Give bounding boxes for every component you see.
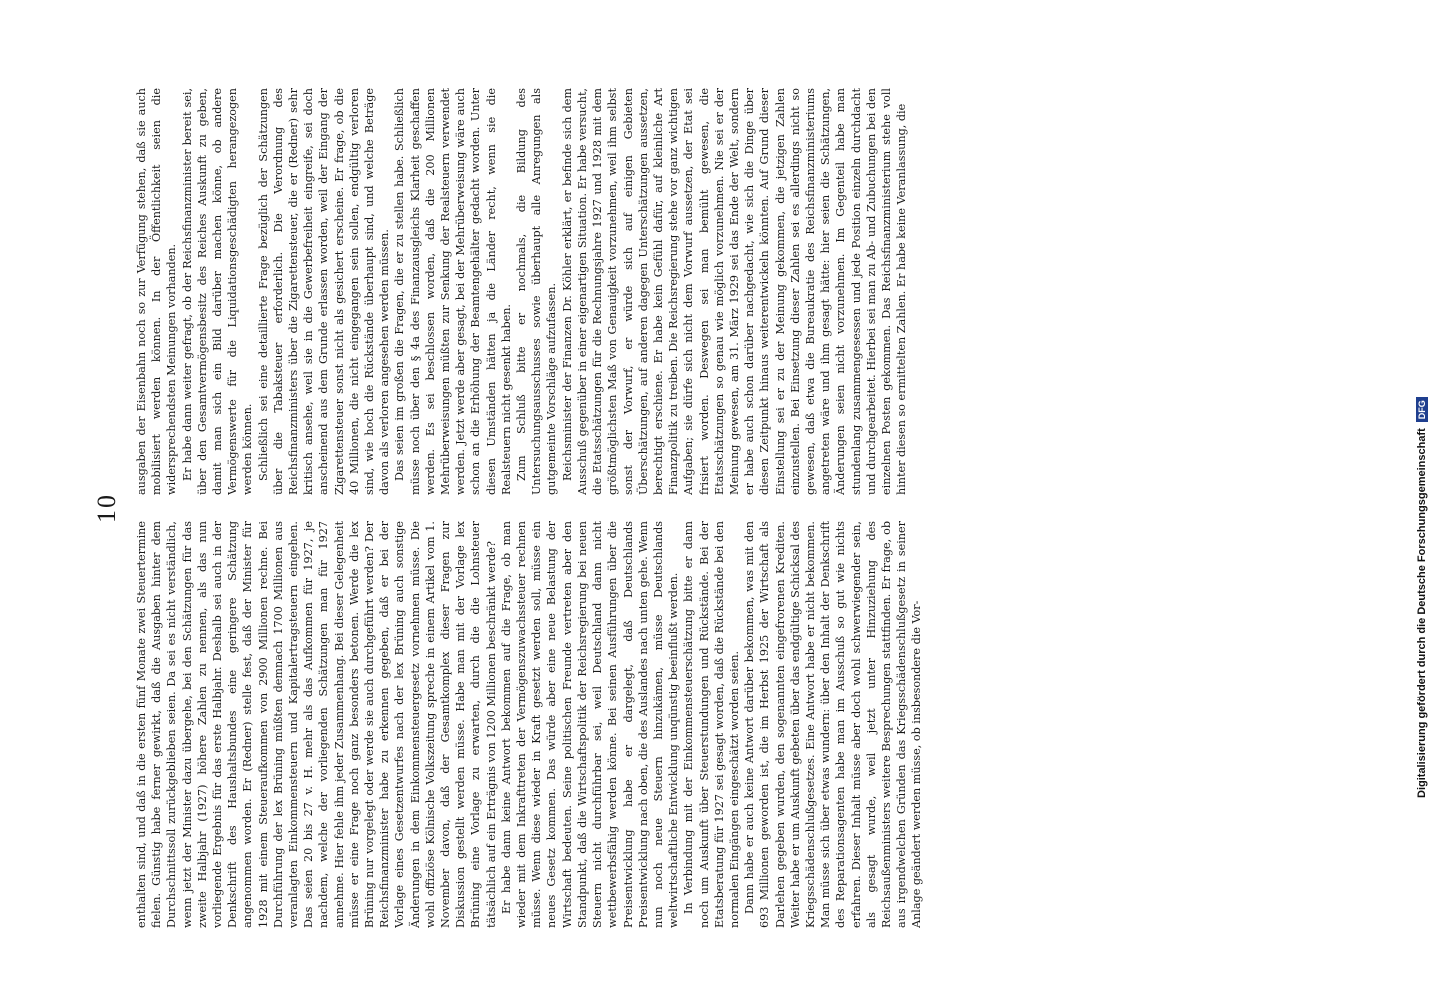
paragraph: Er habe dann weiter gefragt, ob der Reichsfinanzminister bereit sei, über den Gesamtvermögensbesitz des Reiches Auskunft zu geben, damit man sich ein Bild darüber machen könne, ob andere Vermögenswerte für die Liquidationsgeschädigten herangezogen werden können. bbox=[180, 88, 255, 495]
text-column-left bbox=[134, 521, 1272, 928]
paragraph: Das seien im großen die Fragen, die er zu stellen habe. Schließlich müsse noch über den § 4a des Finanzausgleichs Klarheit geschaffen werden. Es sei beschlossen worden, daß die 200 Millionen Mehrüberweisungen müßten zur Senkung der Realsteuern verwendet werden. Jetzt werde aber gesagt, bei der Mehrüberweisung wäre auch schon an die Erhöhung der Beamtengehälter gedacht worden. Unter diesen Umständen hätten ja die Länder recht, wenn sie die Realsteuern nicht gesenkt haben. bbox=[393, 88, 513, 495]
paragraph: enthalten sind, und daß in die ersten fünf Monate zwei Steuertermine fielen. Günstig habe ferner gewirkt, daß die Ausgaben hinter dem Durchschnittssoll zurückgeblieben seien. Da sei es nicht verständlich, wenn jetzt der Minister dazu übergehe, bei den Schätzungen für das zweite Halbjahr (1927) höhere Zahlen zu nennen, als das nun vorliegende Ergebnis für das erste Halbjahr. Deshalb sei auch in der Denkschrift des Haushaltsbundes eine geringere Schätzung angenommen worden. Er (Redner) stelle fest, daß der Minister für 1928 mit einem Steueraufkommen von 2900 Millionen rechne. Bei Durchführung der lex Brüning müßten demnach 1700 Millionen aus veranlagten Einkommensteuern und Kapitalertragsteuern eingehen. Das seien 20 bis 27 v. H. mehr als das Aufkommen für 1927, je nachdem, welche der vorliegenden Schätzungen man für 1927 annehme. Hier fehle ihm jeder Zusammenhang. Bei dieser Gelegenheit müsse er eine Frage noch ganz besonders betonen. Werde die lex Brüning nur vorgelegt oder werde sie auch durchgeführt werden? Der Reichsfinanzminister habe zu erkennen gegeben, daß er bei der Vorlage eines Gesetzentwurfes nach der lex Brüning auch sonstige Änderungen in dem Einkommensteuergesetz vornehmen müsse. Die wohl offiziöse Kölnische Volkszeitung spreche in einem Artikel vom 1. November davon, daß der Gesamtkomplex dieser Fragen zur Diskussion gestellt werden müsse. Habe man mit der Vorlage lex Brüning eine Vorlage zu erwarten, durch die die Lohnsteuer tätsächlich auf ein Erträgnis von 1200 Millionen beschränkt werde? bbox=[135, 521, 498, 928]
paragraph: ausgaben der Eisenbahn noch so zur Verfügung stehen, daß sie auch mobilisiert werden können. In der Öffentlichkeit seien die widersprechendsten Meinungen vorhanden. bbox=[135, 88, 179, 495]
text-columns bbox=[134, 88, 1272, 928]
rotated-page bbox=[92, 88, 1272, 928]
paragraph: Dann habe er auch keine Antwort darüber bekommen, was mit den 693 Millionen geworden ist, die im Herbst 1925 der Wirtschaft als Darlehen gegeben wurden, den sogenannten eingefrorenen Krediten. Weiter habe er um Auskunft gebeten über das endgültige Schicksal des Kriegsschädenschlußgesetzes. Eine Antwort habe er nicht bekommen. Man müsse sich über etwas wundern: über den Inhalt der Denkschrift des Reparationsagenten habe man im Ausschuß so gut wie nichts erfahren. Dieser Inhalt müsse aber doch wohl schwerwiegender sein, als gesagt wurde, weil jetzt unter Hinzuziehung des Reichsaußenministers weitere Besprechungen stattfinden. Er frage, ob aus irgendwelchen Gründen das Kriegsschädenschlußgesetz in seiner Anlage geändert werden müsse, ob insbesondere die Vor- bbox=[743, 521, 924, 928]
credit-text: Digitalisierung gefördert durch die Deutsche Forschungsgemeinschaft bbox=[1416, 428, 1428, 798]
dfg-logo: DFG bbox=[1416, 397, 1428, 422]
paragraph: In Verbindung mit der Einkommensteuerschätzung bitte er dann noch um Auskunft über Steuerstundungen und Rückstände. Bei der Etatsberatung für 1927 sei gesagt worden, daß die Rückstände bei den normalen Eingängen eingeschätzt worden seien. bbox=[682, 521, 741, 928]
paragraph: Schließlich sei eine detaillierte Frage bezüglich der Schätzungen über die Tabaksteuer erforderlich. Die Verordnung des Reichsfinanzministers über die Zigarettensteuer, die er (Redner) sehr kritisch ansehe, weil sie in die Gewerbefreiheit eingreife, sei doch anscheinend aus dem Grunde erlassen worden, weil der Eingang der Zigarettensteuer sonst nicht als gesichert erscheine. Er frage, ob die 40 Millionen, die nicht eingegangen sein sollen, endgültig verloren sind, wie hoch die Rückstände überhaupt sind, und welche Beträge davon als verloren angesehen werden müssen. bbox=[256, 88, 392, 495]
text-column-right bbox=[134, 88, 1272, 495]
page-number: 10 bbox=[92, 493, 121, 523]
paragraph: Reichsminister der Finanzen Dr. Köhler erklärt, er befinde sich dem Ausschuß gegenüber in einer eigenartigen Situation. Er habe versucht, die Etatsschätzungen für die Rechnungsjahre 1927 und 1928 mit dem größtmöglichsten Maß von Genauigkeit vorzunehmen, weil ihm selbst sonst der Vorwurf, er würde sich auf einigen Gebieten Überschätzungen, auf anderen dagegen Unterschätzungen aussetzen, berechtigt erschiene. Er habe kein Gefühl dafür, auf kleinliche Art Finanzpolitik zu treiben. Die Reichsregierung stehe vor ganz wichtigen Aufgaben; sie dürfe sich nicht dem Vorwurf aussetzen, der Etat sei frisiert worden. Deswegen sei man bemüht gewesen, die Etatsschätzungen so genau wie möglich vorzunehmen. Nie sei er der Meinung gewesen, am 31. März 1929 sei das Ende der Welt, sondern er habe auch schon darüber nachgedacht, wie sich die Dinge über diesen Zeitpunkt hinaus weiterentwickeln könnten. Auf Grund dieser Einstellung sei er zu der Meinung gekommen, die jetzigen Zahlen einzustellen. Bei Einsetzung dieser Zahlen sei es allerdings nicht so gewesen, daß etwa die Bureaukratie des Reichsfinanzministeriums angetreten wäre und ihm gesagt hätte: hier seien die Schätzungen, Änderungen seien nicht vorzunehmen. Im Gegenteil habe man stundenlang zusammengesessen und jede Position einzeln durchdacht und durchgearbeitet. Hierbei sei man zu Ab- und Zubuchungen bei den einzelnen Posten gekommen. Das Reichsfinanzministerium stehe voll hinter diesen so ermittelten Zahlen. Er habe keine Veranlassung, die bbox=[560, 88, 909, 495]
paragraph: Zum Schluß bitte er nochmals, die Bildung des Untersuchungsausschusses sowie überhaupt alle Anregungen als gutgemeinte Vorschläge aufzufassen. bbox=[515, 88, 559, 495]
digitization-credit bbox=[1412, 8, 1432, 998]
paragraph: Er habe dann keine Antwort bekommen auf die Frage, ob man wieder mit dem Inkrafttreten der Vermögenszuwachssteuer rechnen müsse. Wenn diese wieder in Kraft gesetzt werden soll, müsse ein neues Gesetz kommen. Das würde aber eine neue Belastung der Wirtschaft bedeuten. Seine politischen Freunde vertreten aber den Standpunkt, daß die Wirtschaftspolitik der Reichsregierung bei neuen Steuern nicht durchführbar sei, weil Deutschland dann nicht wettbewerbsfähig werden könne. Bei seinen Ausführungen über die Preisentwicklung habe er dargelegt, daß Deutschlands Preisentwicklung nach oben, die des Auslandes nach unten gehe. Wenn nun noch neue Steuern hinzukämen, müsse Deutschlands weltwirtschaftliche Entwicklung unqünstig beeinflußt werden. bbox=[499, 521, 681, 928]
